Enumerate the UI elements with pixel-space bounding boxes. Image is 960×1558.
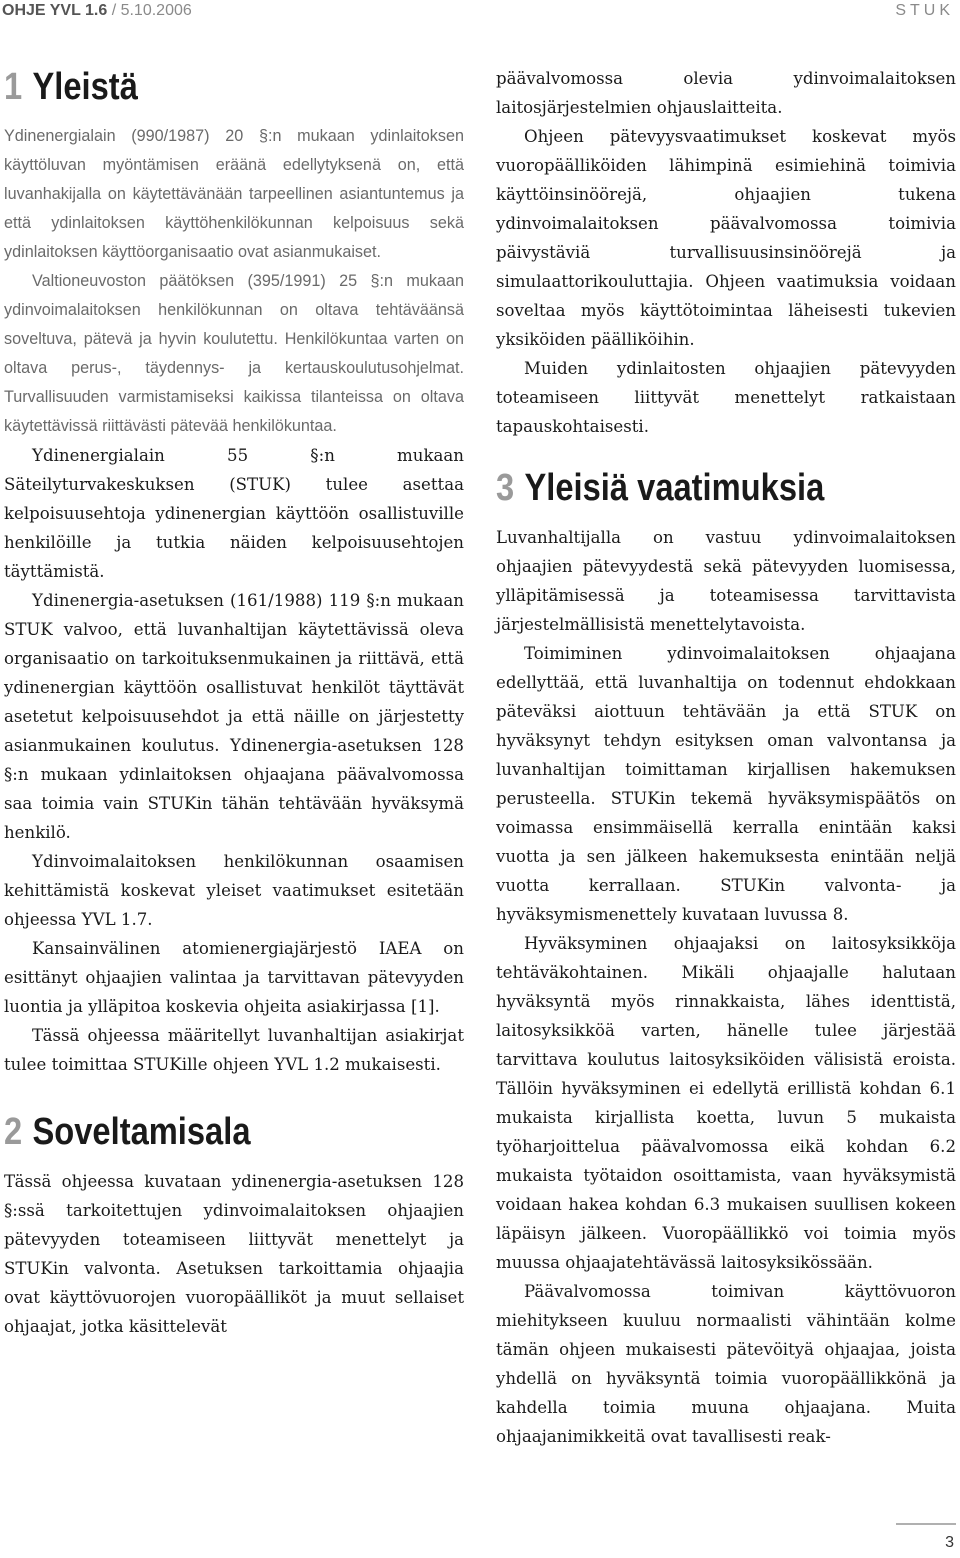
section-3-paragraph-2: Toimiminen ydinvoimalaitoksen ohjaajana edellyttää, että luvanhaltija on todennut ehdokkaan päteväksi aiottuun tehtävään ja että STUK on hyväksynyt tehdyn esityksen oman valvontansa ja luvanhaltijan toimittaman kirjallisen hakemuksen perusteella. STUKin tekemä hyväksymispäätös on voimassa ensimmäisellä kerralla enintään kaksi vuotta ja sen jälkeen hakemuksesta enintään neljä vuotta kerrallaan. STUKin valvonta- ja hyväksymismenettely kuvataan luvussa 8.	[496, 644, 956, 924]
section-1-paragraph-3: Ydinenergialain 55 §:n mukaan Säteilyturvakeskuksen (STUK) tulee asettaa kelpoisuusehtoja ydinenergian käyttöön osallistuville henkilöille ja tutkia näiden kelpoisuusehtojen täyttämistä.	[4, 446, 464, 581]
running-header	[0, 0, 960, 28]
footer-rule	[896, 1523, 956, 1525]
section-3-paragraph-3: Hyväksyminen ohjaajaksi on laitosyksikköja tehtäväkohtainen. Mikäli ohjaajalle halutaan hyväksyntä myös rinnakkaista, lähes identtistä, laitosyksikköä varten, hänelle tulee järjestää tarvittava koulutus laitosyksiköiden välisistä eroista. Tällöin hyväksyminen ei edellytä erillistä kohdan 6.1 mukaista kirjallista koetta, luvun 5 mukaista työharjoittelua päävalvomossa eikä kohdan 6.2 mukaista työtaidon osoittamista, vaan hyväksymistä voidaan hakea kohdan 6.3 mukaisen suullisen kokeen läpäisyn jälkeen. Vuoropäällikkö voi toimia myös muussa ohjaajatehtävässä laitosyksikössään.	[496, 934, 956, 1272]
document-id	[2, 0, 192, 22]
left-column	[4, 50, 464, 1341]
section-2-title: Soveltamisala	[32, 1111, 251, 1153]
section-1-paragraph-6: Kansainvälinen atomienergiajärjestö IAEA on esittänyt ohjaajien valintaa ja tarvittavan pätevyyden luontia ja ylläpitoa koskevia ohjeita asiakirjassa [1].	[4, 939, 464, 1016]
publisher-name: STUK	[895, 2, 954, 19]
section-1-title: Yleistä	[32, 66, 138, 108]
right-column	[496, 64, 956, 1451]
section-2-paragraph-1-continued: päävalvomossa olevia ydinvoimalaitoksen laitosjärjestelmien ohjauslaitteita.	[496, 69, 956, 117]
section-3-title: Yleisiä vaatimuksia	[524, 467, 825, 509]
section-1-paragraph-1: Ydinenergialain (990/1987) 20 §:n mukaan ydinlaitoksen käyttöluvan myöntämisen eräänä edellytyksenä on, että luvanhakijalla on käytettävänään tarpeellinen asiantuntemus ja että ydinlaitoksen käyttöhenkilökunnan kelpoisuus sekä ydinlaitoksen käyttöorganisaatio ovat asianmukaiset.	[4, 127, 464, 261]
section-3-paragraph-1: Luvanhaltijalla on vastuu ydinvoimalaitoksen ohjaajien pätevyydestä sekä pätevyyden luomisessa, ylläpitämisessä ja toteamisessa tarvittavista järjestelmällisistä menettelytavoista.	[496, 528, 956, 634]
section-2-number: 2	[4, 1111, 23, 1153]
section-2-paragraph-1: Tässä ohjeessa kuvataan ydinenergia-asetuksen 128 §:ssä tarkoitettujen ydinvoimalaitoksen ohjaajien pätevyyden toteamiseen liittyvät menettelyt ja STUKin valvonta. Asetuksen tarkoittamia ohjaajia ovat käyttövuorojen vuoropäälliköt ja muut sellaiset ohjaajat, jotka käsittelevät	[4, 1172, 464, 1336]
section-3-number: 3	[496, 467, 515, 509]
guide-date: / 5.10.2006	[107, 2, 192, 19]
section-1-paragraph-5: Ydinvoimalaitoksen henkilökunnan osaamisen kehittämistä koskevat yleiset vaatimukset esitetään ohjeessa YVL 1.7.	[4, 852, 464, 929]
section-2-paragraph-2: Ohjeen pätevyysvaatimukset koskevat myös vuoropäälliköiden lähimpinä esimiehinä toimivia käyttöinsinöörejä, ohjaajien tukena ydinvoimalaitoksen päävalvomossa toimivia päivystäviä turvallisuusinsinöörejä ja simulaattorikouluttajia. Ohjeen vaatimuksia voidaan soveltaa myös käyttötoimintaa läheisesti tukevien yksiköiden päälliköihin.	[496, 127, 956, 349]
guide-code: OHJE YVL 1.6	[2, 2, 108, 19]
section-1-paragraph-4: Ydinenergia-asetuksen (161/1988) 119 §:n mukaan STUK valvoo, että luvanhaltijan käytettävissä oleva organisaatio on tarkoituksenmukainen ja riittävä, että ydinenergian käyttöön osallistuvat henkilöt täyttävät asetetut kelpoisuusehdot ja että näille on järjestetty asianmukainen koulutus. Ydinenergia-asetuksen 128 §:n mukaan ydinlaitoksen ohjaajana päävalvomossa saa toimia vain STUKin tähän tehtävään hyväksymä henkilö.	[4, 591, 464, 842]
section-3-heading	[496, 465, 892, 511]
page-number: 3	[945, 1534, 954, 1551]
section-3-paragraph-4: Päävalvomossa toimivan käyttövuoron miehitykseen kuuluu normaalisti vähintään kolme tämän ohjeen mukaisesti pätevöityä ohjaajaa, joista yhdellä on hyväksyntä toimia vuoropäällikkönä ja kahdella toimia muuna ohjaajana. Muita ohjaajanimikkeitä ovat tavallisesti reak-	[496, 1282, 956, 1446]
section-1-paragraph-7: Tässä ohjeessa määritellyt luvanhaltijan asiakirjat tulee toimittaa STUKille ohjeen YVL 1.2 mukaisesti.	[4, 1026, 464, 1074]
section-2-heading	[4, 1109, 400, 1155]
section-1-number: 1	[4, 66, 23, 108]
section-1-heading	[4, 64, 400, 110]
section-2-paragraph-3: Muiden ydinlaitosten ohjaajien pätevyyden toteamiseen liittyvät menettelyt ratkaistaan tapauskohtaisesti.	[496, 359, 956, 436]
section-1-paragraph-2: Valtioneuvoston päätöksen (395/1991) 25 §:n mukaan ydinvoimalaitoksen henkilökunnan on oltava tehtäväänsä soveltuva, pätevä ja hyvin koulutettu. Henkilökuntaa varten on oltava perus-, täydennys- ja kertauskoulutusohjelmat. Turvallisuuden varmistamiseksi kaikissa tilanteissa on oltava käytettävissä riittävästi pätevää henkilökuntaa.	[4, 272, 464, 435]
